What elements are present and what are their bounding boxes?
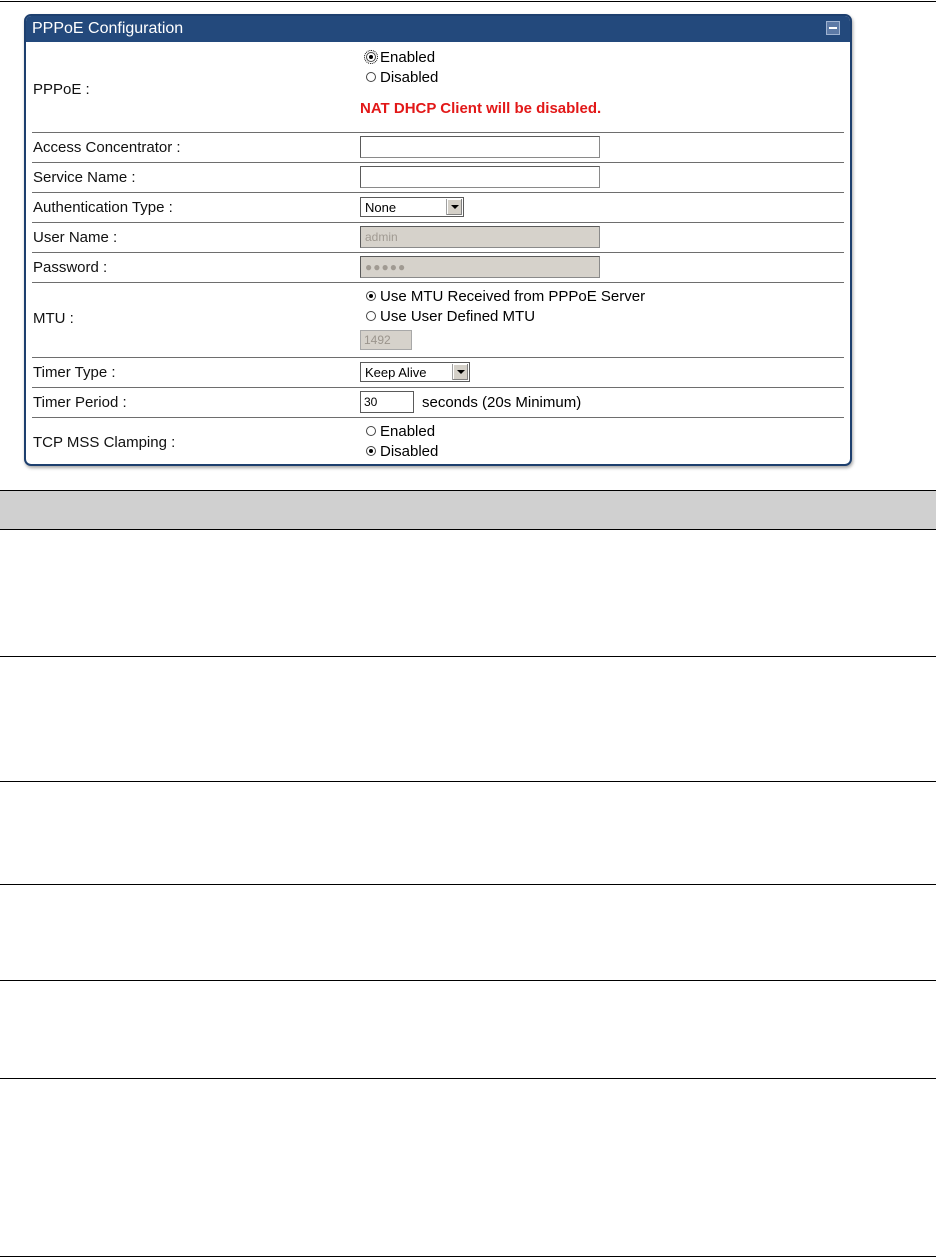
tcp-mss-enabled-option[interactable] (360, 421, 438, 441)
row-access-concentrator (32, 133, 844, 163)
row-user-name (32, 223, 844, 253)
timer-type-label: Timer Type : (33, 364, 116, 381)
authentication-type-value: None (365, 199, 397, 215)
table-row (0, 885, 936, 981)
mtu-user-defined-option[interactable] (360, 306, 645, 326)
row-pppoe (32, 44, 844, 133)
timer-type-value: Keep Alive (365, 364, 427, 380)
tcp-mss-disabled-label: Disabled (380, 442, 439, 460)
password-label: Password : (33, 259, 108, 276)
nat-warning-text: NAT DHCP Client will be disabled. (360, 100, 602, 117)
pppoe-label: PPPoE : (33, 81, 90, 98)
row-tcp-mss-clamping (32, 418, 844, 464)
pppoe-disabled-radio[interactable] (366, 72, 376, 82)
authentication-type-label: Authentication Type : (33, 199, 173, 216)
mtu-received-radio[interactable] (366, 291, 376, 301)
chevron-down-icon[interactable] (452, 364, 468, 380)
tcp-mss-enabled-label: Enabled (380, 422, 436, 440)
table-row (0, 782, 936, 885)
pppoe-enabled-option[interactable] (360, 47, 601, 67)
timer-period-input[interactable]: 30 (360, 391, 414, 413)
password-input[interactable]: ●●●●● (360, 256, 600, 278)
mtu-user-defined-label: Use User Defined MTU (380, 307, 536, 325)
row-mtu (32, 283, 844, 358)
user-name-input[interactable]: admin (360, 226, 600, 248)
access-concentrator-input[interactable] (360, 136, 600, 158)
description-table-header (0, 490, 936, 530)
service-name-label: Service Name : (33, 169, 136, 186)
tcp-mss-enabled-radio[interactable] (366, 426, 376, 436)
tcp-mss-disabled-radio[interactable] (366, 446, 376, 456)
authentication-type-select[interactable] (360, 197, 464, 217)
pppoe-enabled-radio[interactable] (366, 52, 376, 62)
mtu-received-option[interactable] (360, 286, 645, 306)
panel-title: PPPoE Configuration (32, 20, 184, 37)
timer-period-unit: seconds (20s Minimum) (422, 393, 582, 411)
mtu-input[interactable]: 1492 (360, 330, 412, 350)
top-rule (0, 1, 936, 2)
pppoe-disabled-option[interactable] (360, 67, 601, 87)
tcp-mss-clamping-label: TCP MSS Clamping : (33, 434, 176, 451)
service-name-input[interactable] (360, 166, 600, 188)
mtu-received-label: Use MTU Received from PPPoE Server (380, 287, 646, 305)
collapse-icon[interactable] (826, 21, 840, 35)
panel-header (26, 16, 850, 42)
access-concentrator-label: Access Concentrator : (33, 139, 181, 156)
pppoe-disabled-label: Disabled (380, 68, 439, 86)
table-row (0, 657, 936, 782)
row-service-name (32, 163, 844, 193)
row-timer-type (32, 358, 844, 388)
table-row (0, 981, 936, 1079)
timer-type-select[interactable] (360, 362, 470, 382)
chevron-down-icon[interactable] (446, 199, 462, 215)
table-row (0, 530, 936, 657)
mtu-user-defined-radio[interactable] (366, 311, 376, 321)
row-timer-period (32, 388, 844, 418)
timer-period-label: Timer Period : (33, 394, 127, 411)
tcp-mss-disabled-option[interactable] (360, 441, 438, 461)
row-authentication-type (32, 193, 844, 223)
user-name-label: User Name : (33, 229, 118, 246)
row-password (32, 253, 844, 283)
pppoe-enabled-label: Enabled (380, 48, 436, 66)
pppoe-configuration-panel (24, 14, 852, 466)
mtu-label: MTU : (33, 310, 74, 327)
table-row (0, 1079, 936, 1257)
